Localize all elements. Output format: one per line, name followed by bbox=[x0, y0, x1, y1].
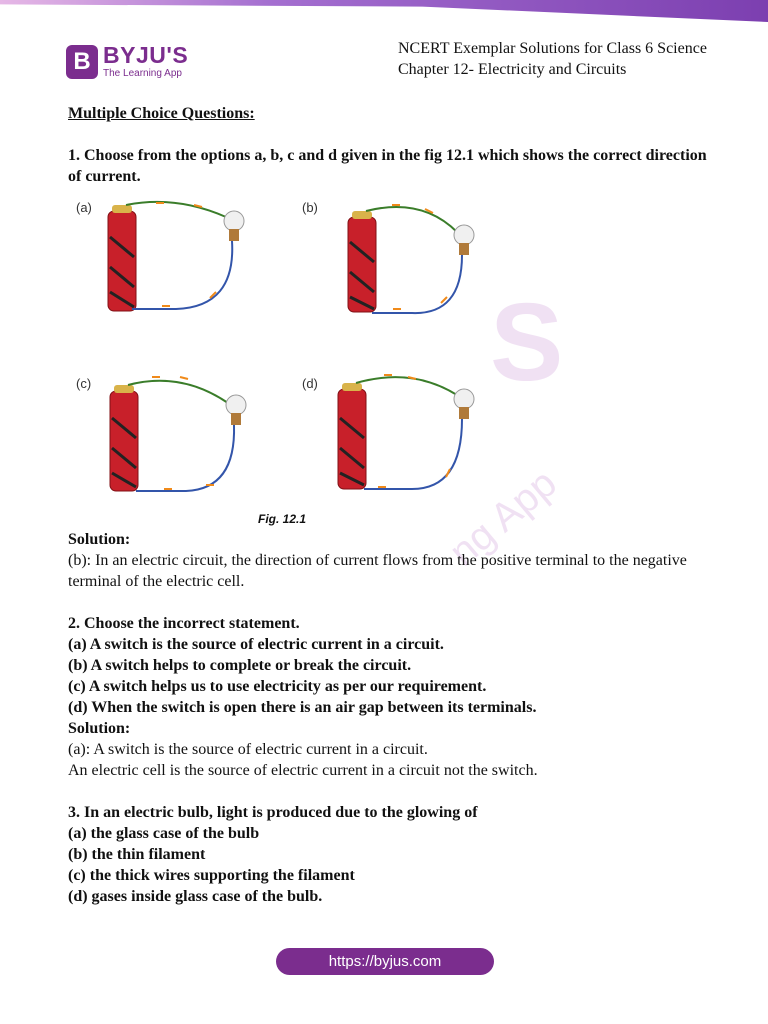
section-title: Multiple Choice Questions: bbox=[68, 105, 255, 122]
q2-solution-label: Solution: bbox=[68, 720, 131, 737]
page-content bbox=[68, 103, 708, 907]
document-header bbox=[398, 38, 707, 80]
q3-option-a: (a) the glass case of the bulb bbox=[68, 825, 260, 842]
q2-option-b: (b) A switch helps to complete or break the circuit. bbox=[68, 657, 412, 674]
circuit-diagram-c bbox=[96, 373, 266, 498]
circuit-diagram-d bbox=[322, 373, 492, 498]
circuit-diagram-a bbox=[96, 197, 266, 322]
q2-question: 2. Choose the incorrect statement. bbox=[68, 615, 300, 632]
svg-text:ng App: ng App bbox=[441, 460, 566, 575]
q2-solution-line-2: An electric cell is the source of electric current in a circuit not the switch. bbox=[68, 762, 538, 779]
q2-option-c: (c) A switch helps us to use electricity as per our requirement. bbox=[68, 678, 487, 695]
footer-url-link[interactable]: https://byjus.com bbox=[276, 948, 494, 975]
byjus-logo bbox=[66, 44, 188, 79]
q2-solution-line-1: (a): A switch is the source of electric current in a circuit. bbox=[68, 741, 428, 758]
figure-caption: Fig. 12.1 bbox=[258, 512, 307, 526]
header-line-2: Chapter 12- Electricity and Circuits bbox=[398, 61, 627, 78]
q3-option-b: (b) the thin filament bbox=[68, 846, 206, 863]
q3-option-d: (d) gases inside glass case of the bulb. bbox=[68, 888, 323, 905]
header-line-1: NCERT Exemplar Solutions for Class 6 Science bbox=[398, 40, 707, 57]
top-decorative-band bbox=[0, 0, 768, 22]
panel-label-a: (a) bbox=[76, 200, 92, 215]
panel-label-c: (c) bbox=[76, 376, 92, 391]
panel-label-b: (b) bbox=[302, 200, 318, 215]
q3-question: 3. In an electric bulb, light is produced due to the glowing of bbox=[68, 804, 478, 821]
figure-12-1 bbox=[68, 187, 708, 529]
q1-solution-text: (b): In an electric circuit, the direction of current flows from the positive terminal to the negative terminal of the electric cell. bbox=[68, 552, 687, 590]
logo-tagline: The Learning App bbox=[103, 68, 182, 79]
logo-badge: B bbox=[66, 45, 98, 79]
panel-label-d: (d) bbox=[302, 376, 318, 391]
circuit-diagram-b bbox=[322, 197, 492, 322]
svg-text:S: S bbox=[490, 300, 564, 404]
logo-name: BYJU'S bbox=[103, 42, 189, 68]
q1-solution-label: Solution: bbox=[68, 531, 131, 548]
q2-option-a: (a) A switch is the source of electric current in a circuit. bbox=[68, 636, 444, 653]
q2-option-d: (d) When the switch is open there is an air gap between its terminals. bbox=[68, 699, 537, 716]
q3-option-c: (c) the thick wires supporting the filament bbox=[68, 867, 355, 884]
q1-question: 1. Choose from the options a, b, c and d given in the fig 12.1 which shows the correct direction of current. bbox=[68, 147, 707, 185]
